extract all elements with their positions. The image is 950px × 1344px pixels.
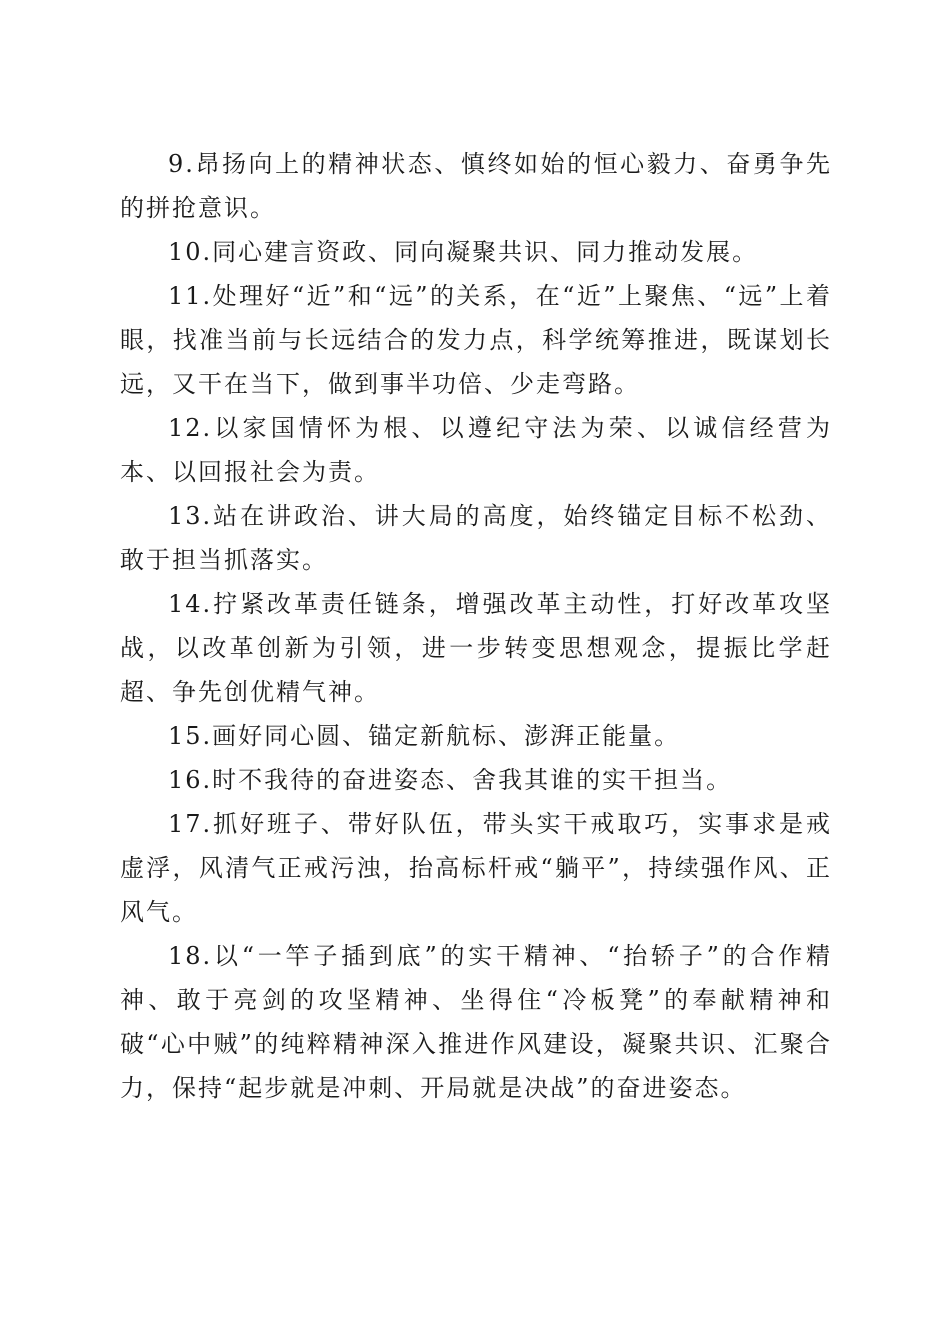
paragraph-15: 15.画好同心圆、锚定新航标、澎湃正能量。	[168, 722, 681, 750]
paragraph-10: 10.同心建言资政、同向凝聚共识、同力推动发展。	[168, 238, 759, 266]
paragraph-13: 13.站在讲政治、讲大局的高度，始终锚定目标不松劲、敢于担当抓落实。	[120, 502, 832, 574]
paragraph-12: 12.以家国情怀为根、以遵纪守法为荣、以诚信经营为本、以回报社会为责。	[120, 414, 832, 486]
document-body	[120, 142, 832, 1110]
paragraph-11: 11.处理好“近”和“远”的关系，在“近”上聚焦、“远”上着眼，找准当前与长远结合的发力点，科学统筹推进，既谋划长远，又干在当下，做到事半功倍、少走弯路。	[120, 282, 832, 398]
paragraph-18: 18.以“一竿子插到底”的实干精神、“抬轿子”的合作精神、敢于亮剑的攻坚精神、坐得住“冷板凳”的奉献精神和破“心中贼”的纯粹精神深入推进作风建设，凝聚共识、汇聚合力，保持“起步就是冲刺、开局就是决战”的奋进姿态。	[120, 942, 832, 1102]
paragraph-17: 17.抓好班子、带好队伍，带头实干戒取巧，实事求是戒虚浮，风清气正戒污浊，抬高标杆戒“躺平”，持续强作风、正风气。	[120, 810, 832, 926]
paragraph-16: 16.时不我待的奋进姿态、舍我其谁的实干担当。	[168, 766, 733, 794]
paragraph-14: 14.拧紧改革责任链条，增强改革主动性，打好改革攻坚战，以改革创新为引领，进一步转变思想观念，提振比学赶超、争先创优精气神。	[120, 590, 832, 706]
paragraph-9: 9.昂扬向上的精神状态、慎终如始的恒心毅力、奋勇争先的拼抢意识。	[120, 150, 832, 222]
